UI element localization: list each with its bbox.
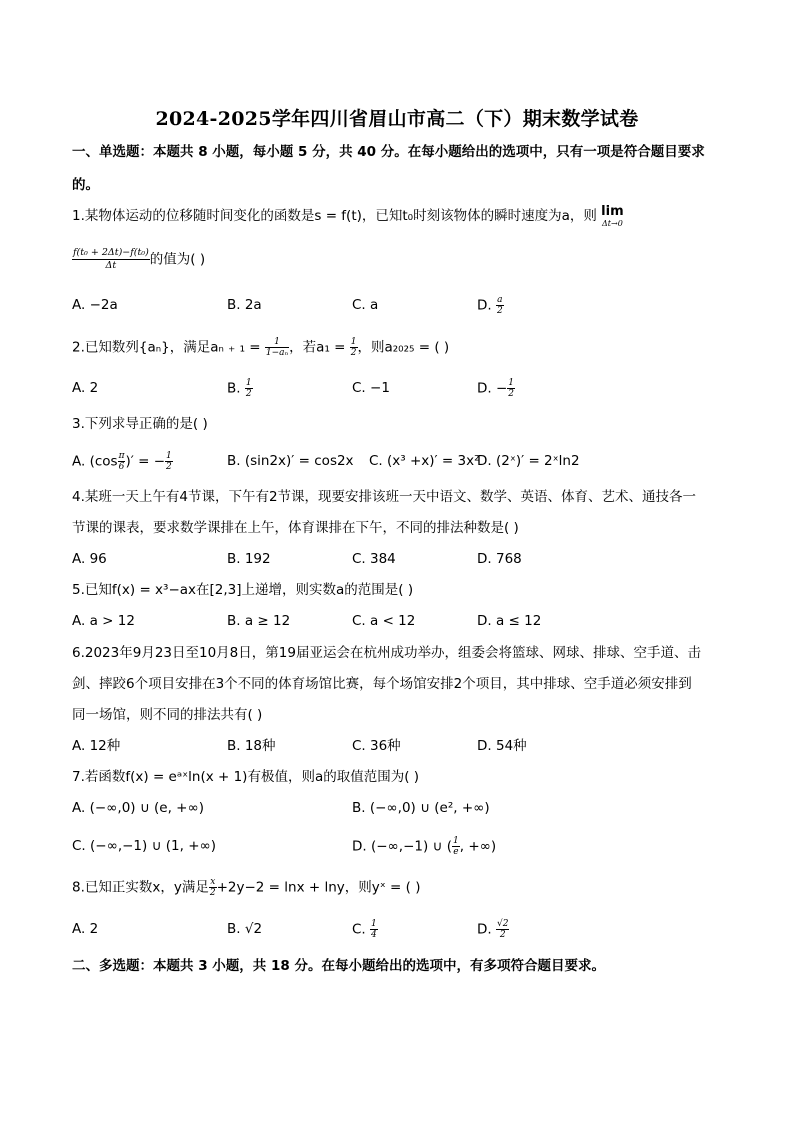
q4-stem-line2: 节课的课表，要求数学课排在上午，体育课排在下午，不同的排法种数是( ) [72,520,519,536]
q2-option-b-frac [245,378,253,399]
q7-option-d-den: e [453,847,459,857]
q3-option-c: C. (x³ +x)′ = 3x² [369,453,480,469]
q1-lim-word: lim [601,204,624,219]
q1-option-d [477,295,504,316]
q2-option-a: A. 2 [72,380,99,396]
q1-suffix: 的值为( ) [149,251,206,268]
q1-option-d-frac [496,295,504,316]
q6-option-c: C. 36种 [352,738,401,754]
q2-text-b: ，若a₁ = [289,339,346,356]
q1-option-d-label: D. [477,297,492,314]
q1-option-d-num: a [497,295,503,305]
q8-text-a: 8.已知正实数x，y满足 [72,879,209,896]
q2-option-b [227,378,253,399]
page-title: 2024-2025学年四川省眉山市高二（下）期末数学试卷 [155,108,639,130]
q5-option-d: D. a ≤ 12 [477,613,542,629]
q3-option-a-res-den: 2 [166,462,172,472]
q5-stem: 5.已知f(x) = x³−ax在[2,3]上递增，则实数a的范围是( ) [72,582,414,598]
q3-option-a-res-num: 1 [166,451,172,461]
q8-option-d-label: D. [477,921,492,938]
q8-option-b: B. √2 [227,921,263,937]
q4-option-d: D. 768 [477,551,522,567]
q4-option-a: A. 96 [72,551,107,567]
q5-option-c: C. a < 12 [352,613,416,629]
q1-fraction [72,247,150,272]
q7-option-d-num: 1 [453,836,459,846]
q2-text-c: ，则a₂₀₂₅ = ( ) [357,339,450,356]
q3-option-a-frac-num: π [118,451,125,461]
q8-stem [72,877,722,898]
q2-frac1 [265,337,289,358]
q3-stem: 3.下列求导正确的是( ) [72,416,208,432]
q8-option-d [477,919,509,940]
q1-frac-den: Δt [105,260,117,271]
q3-option-a [72,451,173,472]
q4-stem-line1: 4.某班一天上午有4节课，下午有2节课，现要安排该班一天中语文、数学、英语、体育、艺术、通技各一 [72,489,697,505]
q3-option-a-res [165,451,173,472]
q8-frac-num: x [210,877,216,887]
q8-option-d-den: 2 [499,930,506,940]
q2-frac2-num: 1 [350,337,357,347]
q2-option-b-num: 1 [245,378,252,388]
q8-text-b: +2y−2 = lnx + lny，则yˣ = ( ) [216,879,421,896]
q3-option-b: B. (sin2x)′ = cos2x [227,453,354,469]
q7-stem: 7.若函数f(x) = eᵃˣln(x + 1)有极值，则a的取值范围为( ) [72,769,420,785]
q6-stem-line1: 6.2023年9月23日至10月8日，第19届亚运会在杭州成功举办，组委会将篮球、网球、排球、空手道、击 [72,645,701,661]
q2-option-b-den: 2 [245,389,252,399]
q8-frac-den: 2 [209,888,216,898]
q1-option-d-den: 2 [496,306,503,316]
q5-option-a: A. a > 12 [72,613,135,629]
q7-option-d-suffix: , +∞) [459,838,497,855]
q6-stem-line2: 剑、摔跤6个项目安排在3个不同的体育场馆比赛，每个场馆安排2个项目，其中排球、空手道必须安排到 [72,676,692,692]
q7-option-d-prefix: D. (−∞,−1) ∪ ( [352,838,452,855]
q4-option-b: B. 192 [227,551,271,567]
q8-option-d-frac [496,919,509,940]
q6-option-d: D. 54种 [477,738,527,754]
q1-stem [72,206,722,230]
q3-option-d: D. (2ˣ)′ = 2ˣln2 [477,453,580,469]
q2-frac1-num: 1 [265,337,289,348]
q4-option-c: C. 384 [352,551,396,567]
q7-option-a: A. (−∞,0) ∪ (e, +∞) [72,800,204,816]
q8-option-c-den: 4 [371,930,377,940]
q7-option-d-frac [452,836,460,857]
q1-text: 1.某物体运动的位移随时间变化的函数是s = f(t)，已知t₀时刻该物体的瞬时速度为a，则 [72,208,597,224]
q2-option-d-frac [507,378,515,399]
q1-option-b: B. 2a [227,297,262,313]
q2-frac1-den: 1−aₙ [265,348,289,358]
q3-option-a-prefix: A. (cos [72,453,118,470]
q1-lim-sub: Δt→0 [602,219,623,228]
section1-heading-cont: 的。 [72,177,99,193]
q6-stem-line3: 同一场馆，则不同的排法共有( ) [72,707,263,723]
q8-option-d-num: √2 [496,919,509,929]
q1-option-a: A. −2a [72,297,118,313]
q3-option-a-suffix: )′ = − [125,453,166,470]
q8-option-c-frac [370,919,378,940]
q8-option-c-label: C. [352,921,366,938]
q8-option-a: A. 2 [72,921,99,937]
q2-option-b-label: B. [227,380,241,397]
q8-frac [209,877,217,898]
q1-frac-num: f(t₀ + 2Δt)−f(t₀) [73,247,149,258]
q8-option-c [352,919,378,940]
q7-option-d [352,836,496,857]
q2-stem [72,337,722,358]
q2-option-c: C. −1 [352,380,390,396]
section1-heading: 一、单选题：本题共 8 小题，每小题 5 分，共 40 分。在每小题给出的选项中，只有一项是符合题目要求 [72,144,705,160]
q5-option-b: B. a ≥ 12 [227,613,291,629]
q1-fraction-line [72,247,205,272]
q2-frac2-den: 2 [350,348,357,358]
section2-heading: 二、多选题：本题共 3 小题，共 18 分。在每小题给出的选项中，有多项符合题目要求。 [72,958,605,974]
q1-option-c: C. a [352,297,379,313]
q2-option-d [477,378,515,399]
q3-option-a-frac-den: 6 [118,462,125,472]
q7-option-b: B. (−∞,0) ∪ (e², +∞) [352,800,490,816]
q2-text-a: 2.已知数列{aₙ}，满足aₙ ₊ ₁ = [72,339,261,356]
q2-frac2 [350,337,358,358]
q2-option-d-num: 1 [508,378,515,388]
q8-option-c-num: 1 [371,919,377,929]
q6-option-b: B. 18种 [227,738,276,754]
q2-option-d-den: 2 [508,389,515,399]
q6-option-a: A. 12种 [72,738,121,754]
q2-option-d-label: D. − [477,380,508,397]
q1-limit [601,206,623,230]
q7-option-c: C. (−∞,−1) ∪ (1, +∞) [72,838,217,854]
